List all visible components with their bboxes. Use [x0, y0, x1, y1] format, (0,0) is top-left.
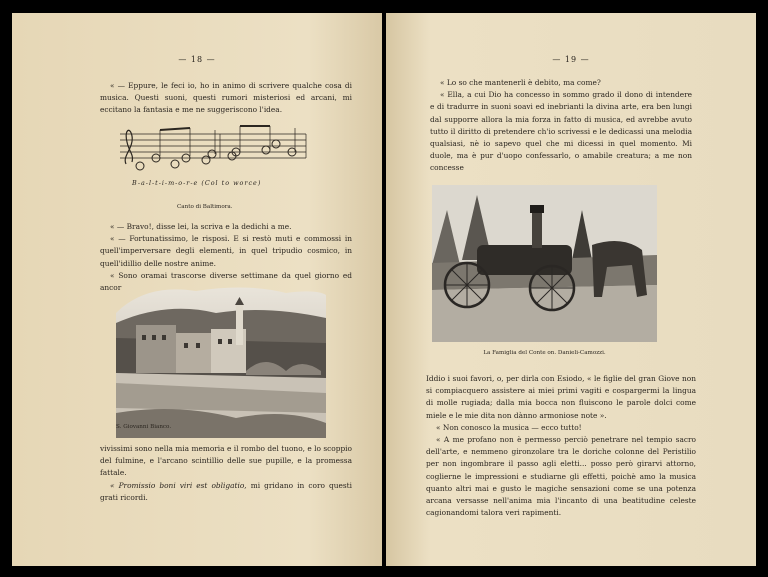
- text-block: [100, 80, 352, 117]
- paragraph: « Non conosco la musica — ecco tutto!: [436, 422, 582, 432]
- text-block: [426, 373, 696, 519]
- paragraph: « A me profano non è permesso perciò penetrare nel tempio sacro dell'arte, e nemmeno gironzolare tra le doriche colonne del Peristilio per non ingombrare il passo agli eletti... posso però girarvi attorno, coglierne le impressioni e studiarne gli effetti, poichè amo la musica quanto altri mai e gusto le magiche sensazioni come se una potenza arcana versasse nell'anima mia l'incanto di una beatitudine celeste cagionandomi talora veri rapimenti.: [426, 435, 696, 518]
- right-page: [386, 13, 756, 566]
- text-block: [100, 443, 352, 504]
- paragraph: « Ella, a cui Dio ha concesso in sommo grado il dono di intendere e di tradurre in suoni soavi ed inebrianti la divina arte, era ben lungi dal supporre allora la mia forza in fatto di musica, ed avrebbe avuto tutto il diritto di pretendere ch'io scrivessi e le dedicassi una melodia qualsiasi, nè io sapevo quel che mi dicessi in quel momento. Mi duole, ma è pur d'uopo confessarlo, o amabile creatura; a me non concesse: [430, 90, 692, 173]
- paragraph: vivissimi sono nella mia memoria e il rombo del tuono, e lo scoppio del fulmine, e l'arcano scintillio delle sue pupille, e la promessa fattale.: [100, 444, 352, 478]
- music-caption: Canto di Baltimora.: [177, 204, 233, 210]
- paragraph-end: mi gridano in coro questi grati ricordi.: [100, 480, 352, 502]
- paragraph: « Lo so che mantenerli è debito, ma come?: [440, 78, 601, 87]
- paragraph: [100, 480, 352, 504]
- paragraph: « Sono oramai trascorse diverse settimane da quel giorno ed ancor: [100, 270, 352, 293]
- paragraph: Iddio i suoi favori, o, per dirla con Esiodo, « le figlie del gran Giove non si compiacquero assistere ai miei primi vagiti e cospargermi la lingua di molle rugiada; dalla mia bocca non fluiscono le parole dolci come miele e le mie dita non dànno armoniose note ».: [426, 374, 696, 420]
- text-block: [430, 77, 692, 175]
- photo-caption: S. Giovanni Bianco.: [116, 424, 172, 430]
- paragraph: « — Fortunatissimo, le risposi. E si restò muti e commossi in quell'imperversare degli elementi, in quel tripudio cosmico, in quell'idillio delle nostre anime.: [100, 234, 352, 268]
- latin-quote: « Promissio boni viri est obligatio,: [110, 480, 247, 490]
- left-page: [12, 13, 382, 566]
- photo-caption: La Famiglia del Conte on. Danieli-Camozzi.: [483, 350, 606, 356]
- paragraph: « — Eppure, le feci io, ho in animo di scrivere qualche cosa di musica. Questi suoni, questi rumori misteriosi ed arcani, mi eccitano la fantasia e me ne suggeriscono l'idea.: [100, 81, 352, 115]
- carriage-photo: [432, 185, 657, 342]
- handwritten-lyrics: B-a-l-t-i-m-o-r-e (Col to worce): [132, 179, 262, 187]
- town-photo: [116, 283, 326, 438]
- page-number: — 19 —: [552, 55, 590, 64]
- page-number: — 18 —: [178, 55, 216, 64]
- music-notation: [120, 116, 330, 178]
- paragraph: « — Bravo!, disse lei, la scriva e la dedichi a me.: [110, 222, 292, 231]
